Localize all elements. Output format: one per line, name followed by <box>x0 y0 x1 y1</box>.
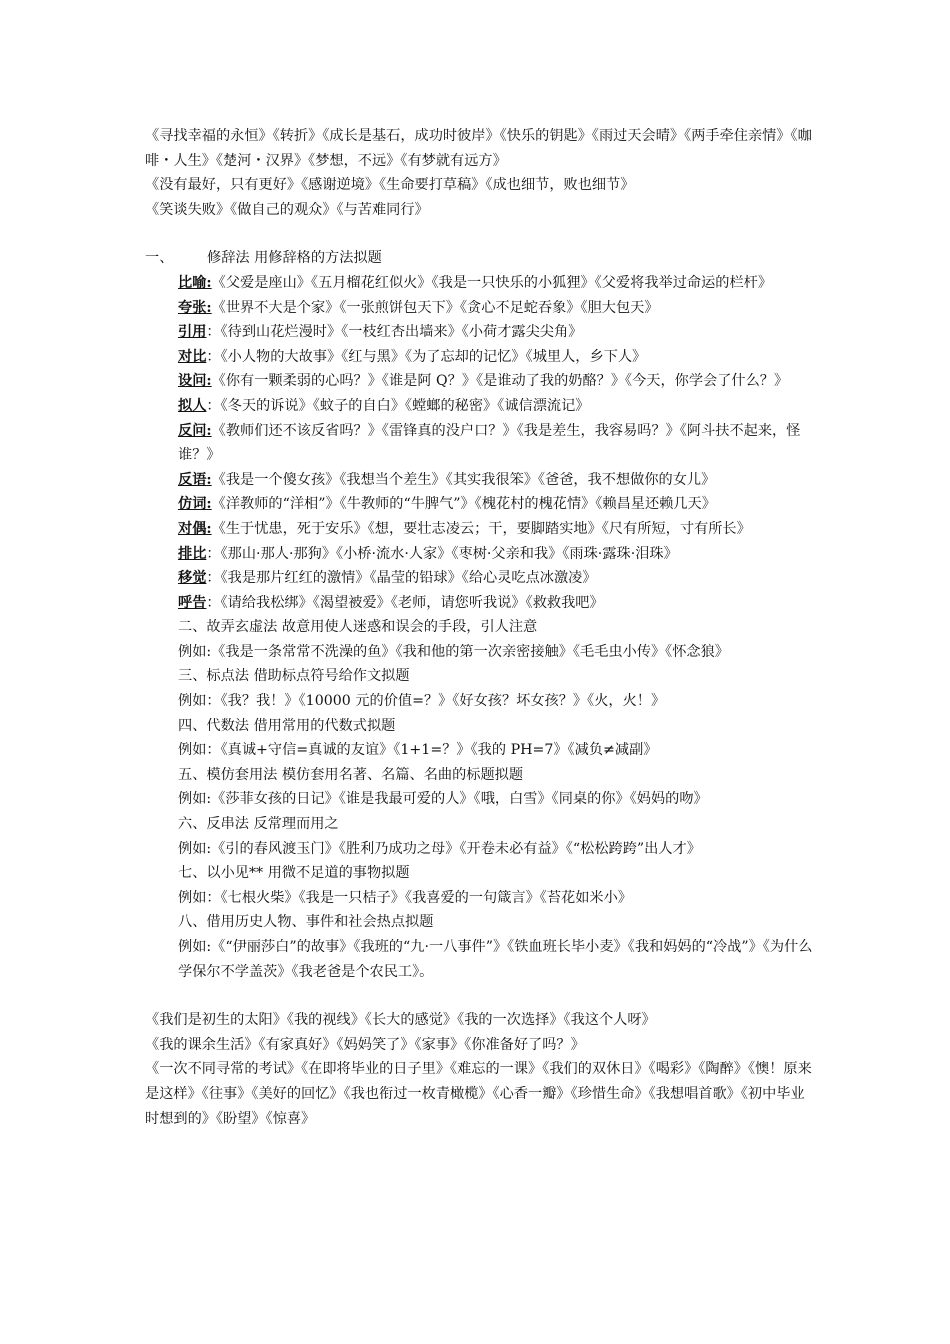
rhetoric-label: 对偶: <box>178 520 212 537</box>
method-heading: 三、标点法 借助标点符号给作文拟题 <box>178 668 410 685</box>
document-page <box>145 124 813 1131</box>
outro-line: 《一次不同寻常的考试》《在即将毕业的日子里》《难忘的一课》《我们的双休日》《喝彩》《陶醉》《懊！原来是这样》《往事》《美好的回忆》《我也衔过一枚青橄榄》《心香一瓣》《珍惜生命》《我想唱首歌》《初中毕业时想到的》《盼望》《惊喜》 <box>145 1061 812 1127</box>
rhetoric-item: 反语:《我是一个傻女孩》《我想当个差生》《其实我很笨》《爸爸，我不想做你的女儿》 <box>178 471 716 488</box>
rhetoric-item: 比喻:《父爱是座山》《五月榴花红似火》《我是一只快乐的小狐狸》《父爱将我举过命运的栏杆》 <box>178 274 773 291</box>
rhetoric-label: 反问: <box>178 422 212 439</box>
rhetoric-label: 反语: <box>178 471 212 488</box>
intro-line: 《没有最好，只有更好》《感谢逆境》《生命要打草稿》《成也细节，败也细节》 <box>145 177 635 194</box>
intro-line: 《寻找幸福的永恒》《转折》《成长是基石，成功时彼岸》《快乐的钥匙》《雨过天会晴》《两手牵住亲情》《咖啡・人生》《楚河・汉界》《梦想，不远》《有梦就有远方》 <box>145 128 812 169</box>
section-heading <box>145 246 813 271</box>
method-heading: 二、故弄玄虚法 故意用使人迷惑和误会的手段，引人注意 <box>178 619 538 636</box>
rhetoric-item: 反问:《教师们还不该反省吗？》《雷锋真的没户口？》《我是差生，我容易吗？》《阿斗扶不起来，怪谁？》 <box>178 422 801 464</box>
method-heading: 六、反串法 反常理而用之 <box>178 816 339 833</box>
rhetoric-item: 对偶:《生于忧患，死于安乐》《想，要壮志凌云；干，要脚踏实地》《尺有所短，寸有所长》 <box>178 520 751 537</box>
rhetoric-label: 移觉 <box>178 570 207 587</box>
outro-block <box>145 1008 813 1131</box>
rhetoric-item: 仿词:《洋教师的“洋相”》《牛教师的“牛脾气”》《槐花村的槐花情》《赖昌星还赖几天》 <box>178 496 716 513</box>
rhetoric-item: 夸张:《世界不大是个家》《一张煎饼包天下》《贪心不足蛇吞象》《胆大包天》 <box>178 299 659 316</box>
rhetoric-label: 仿词: <box>178 496 212 513</box>
rhetoric-item: 排比：《那山·那人·那狗》《小桥·流水·人家》《枣树·父亲和我》《雨珠·露珠·泪珠》 <box>178 545 678 562</box>
rhetoric-label: 比喻: <box>178 274 212 291</box>
method-example: 例如:《莎菲女孩的日记》《谁是我最可爱的人》《哦，白雪》《同桌的你》《妈妈的吻》 <box>178 791 708 808</box>
rhetoric-item: 引用：《待到山花烂漫时》《一枝红杏出墙来》《小荷才露尖尖角》 <box>178 324 583 341</box>
method-example: 例如:《“伊丽莎白”的故事》《我班的“九·一八事件”》《铁血班长毕小麦》《我和妈妈的“冷战”》《为什么学保尔不学盖茨》《我老爸是个农民工》。 <box>178 939 813 980</box>
rhetoric-label: 呼告 <box>178 594 207 611</box>
method-example: 例如：《我？我！》《10000 元的价值=？》《好女孩？坏女孩？》《火，火！》 <box>178 693 666 710</box>
method-heading: 七、以小见** 用微不足道的事物拟题 <box>178 865 410 882</box>
method-example: 例如：《七根火柴》《我是一只桔子》《我喜爱的一句箴言》《苔花如米小》 <box>178 889 632 906</box>
rhetoric-label: 夸张: <box>178 299 212 316</box>
rhetoric-label: 设问: <box>178 373 212 390</box>
method-example: 例如:《引的春风渡玉门》《胜利乃成功之母》《开卷未必有益》《“松松跨跨”出人才》 <box>178 840 701 857</box>
rhetoric-item: 移觉：《我是那片红红的激情》《晶莹的铅球》《给心灵吃点冰激凌》 <box>178 570 597 587</box>
rhetoric-item: 设问:《你有一颗柔弱的心吗？》《谁是阿 Q？》《是谁动了我的奶酪？》《今天，你学会了什么？》 <box>178 373 789 390</box>
rhetoric-label: 对比 <box>178 348 207 365</box>
outro-line: 《我的课余生活》《有家真好》《妈妈笑了》《家事》《你准备好了吗？》 <box>145 1036 585 1053</box>
rhetoric-label: 引用 <box>178 324 207 341</box>
section-title: 修辞法 用修辞格的方法拟题 <box>207 250 382 267</box>
outro-line: 《我们是初生的太阳》《我的视线》《长大的感觉》《我的一次选择》《我这个人呀》 <box>145 1012 656 1029</box>
method-example: 例如：《真诚+守信=真诚的友谊》《1+1=？》《我的 PH=7》《减负≠减副》 <box>178 742 658 759</box>
intro-line: 《笑谈失败》《做自己的观众》《与苦难同行》 <box>145 201 429 218</box>
intro-block <box>145 124 813 222</box>
rhetoric-label: 拟人 <box>178 397 207 414</box>
method-heading: 四、代数法 借用常用的代数式拟题 <box>178 717 396 734</box>
rhetoric-item: 呼告：《请给我松绑》《渴望被爱》《老师，请您听我说》《救救我吧》 <box>178 594 604 611</box>
method-heading: 五、模仿套用法 模仿套用名著、名篇、名曲的标题拟题 <box>178 766 524 783</box>
rhetoric-item: 对比：《小人物的大故事》《红与黑》《为了忘却的记忆》《城里人，乡下人》 <box>178 348 647 365</box>
method-example: 例如:《我是一条常常不洗澡的鱼》《我和他的第一次亲密接触》《毛毛虫小传》《怀念狼》 <box>178 643 729 660</box>
rhetoric-label: 排比 <box>178 545 207 562</box>
rhetoric-item: 拟人：《冬天的诉说》《蚊子的自白》《螳螂的秘密》《诚信漂流记》 <box>178 397 590 414</box>
method-heading: 八、借用历史人物、事件和社会热点拟题 <box>178 914 434 931</box>
section-number: 一、 <box>145 250 174 267</box>
rhetoric-list <box>145 271 813 984</box>
